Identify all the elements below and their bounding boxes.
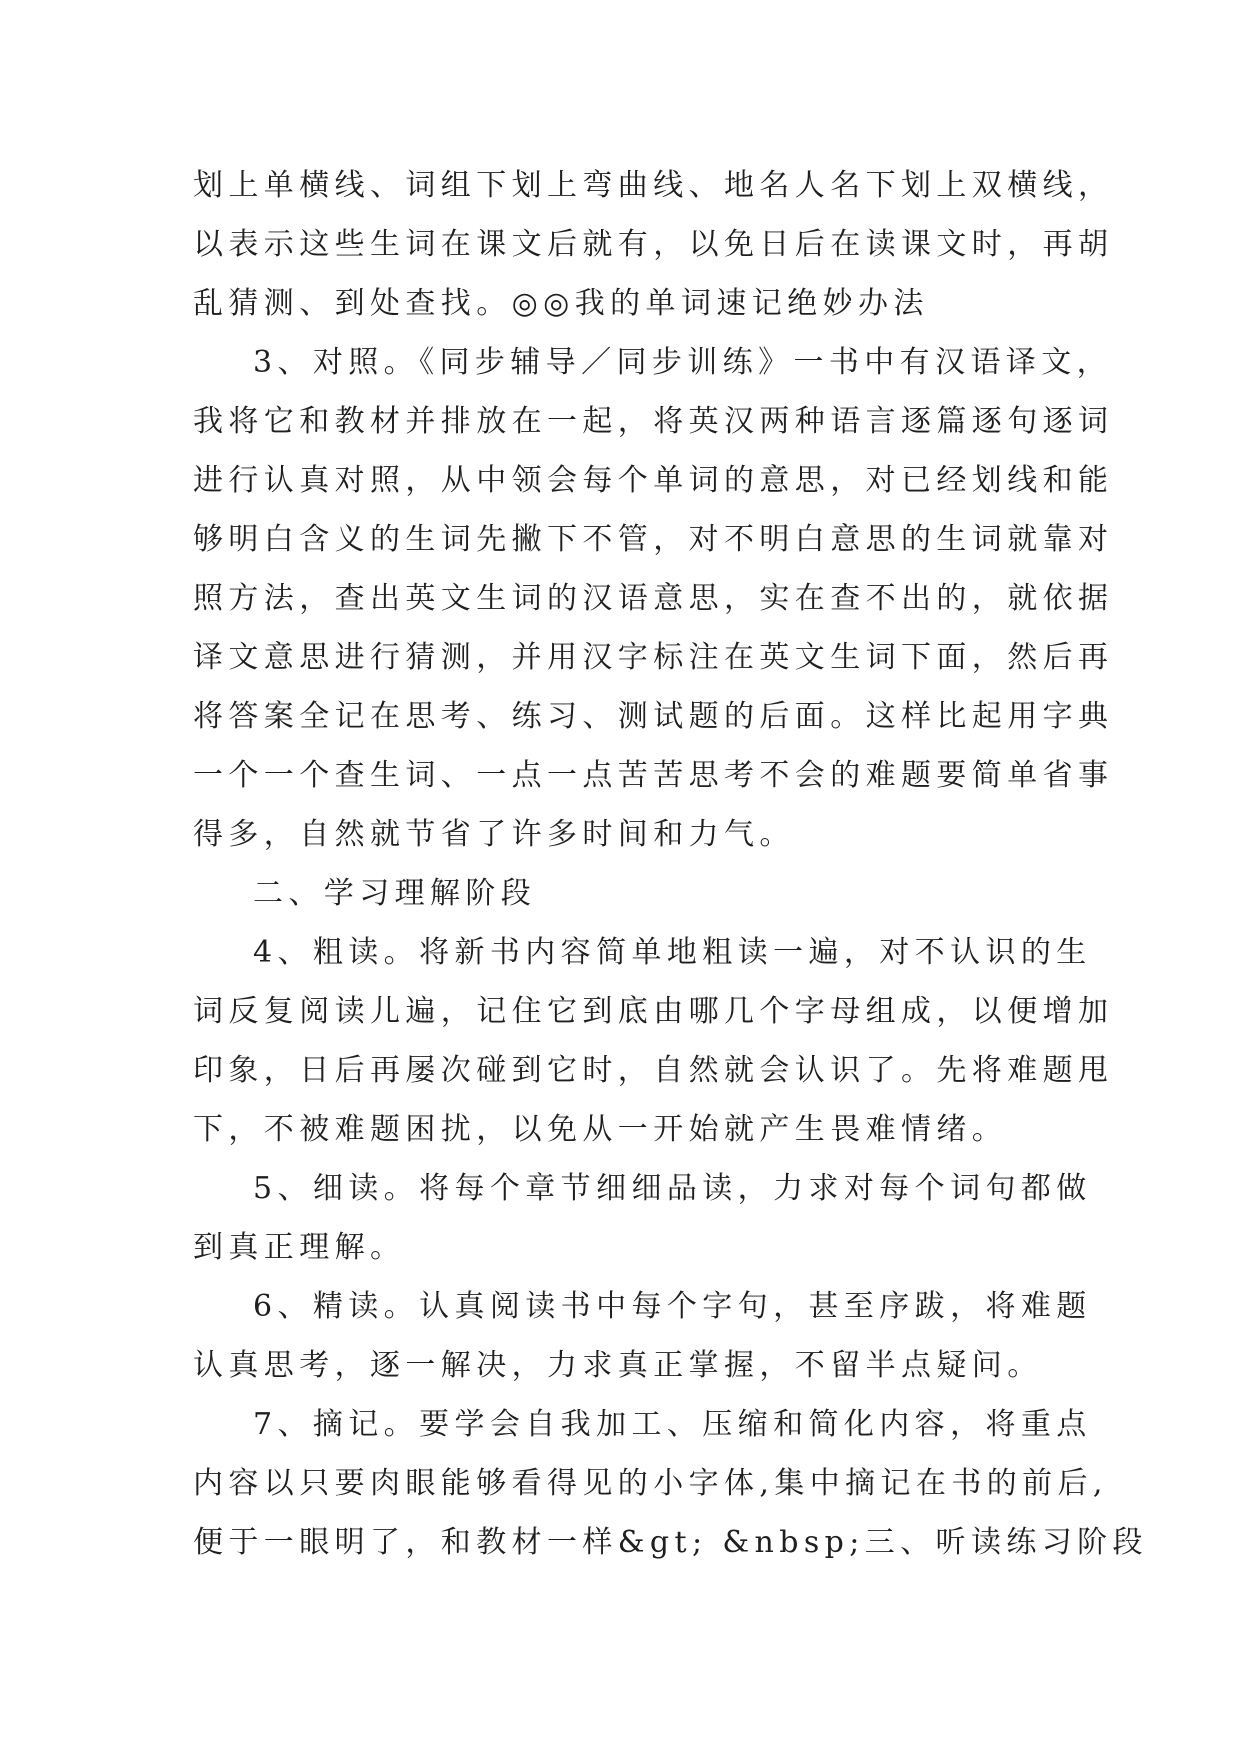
text-line: 一个一个查生词、一点一点苦苦思考不会的难题要简单省事 bbox=[193, 758, 1114, 793]
text-line: 我将它和教材并排放在一起，将英汉两种语言逐篇逐句逐词 bbox=[193, 404, 1114, 439]
paragraph-3-heading-line: 3、对照。《同步辅导／同步训练》一书中有汉语译文， bbox=[253, 345, 1113, 380]
body-text bbox=[193, 156, 1148, 1572]
text-line: 下，不被难题困扰，以免从一开始就产生畏难情绪。 bbox=[193, 1112, 1008, 1147]
text-line: 印象，日后再屡次碰到它时，自然就会认识了。先将难题甩 bbox=[193, 1053, 1114, 1088]
text-line: 译文意思进行猜测，并用汉字标注在英文生词下面，然后再 bbox=[193, 640, 1114, 675]
text-line: 将答案全记在思考、练习、测试题的后面。这样比起用字典 bbox=[193, 699, 1114, 734]
text-line: 划上单横线、词组下划上弯曲线、地名人名下划上双横线， bbox=[193, 168, 1114, 203]
text-line: 认真思考，逐一解决，力求真正掌握，不留半点疑问。 bbox=[193, 1348, 1043, 1383]
text-line: 词反复阅读儿遍，记住它到底由哪几个字母组成，以便增加 bbox=[193, 994, 1114, 1029]
text-line: 以表示这些生词在课文后就有，以免日后在读课文时，再胡 bbox=[193, 227, 1114, 262]
paragraph-5-heading-line: 5、细读。将每个章节细细品读，力求对每个词句都做 bbox=[253, 1171, 1092, 1206]
text-line: 到真正理解。 bbox=[193, 1230, 406, 1265]
text-line: 乱猜测、到处查找。◎◎我的单词速记绝妙办法 bbox=[193, 286, 929, 321]
text-line: 便于一眼明了，和教材一样&gt; &nbsp;三、听读练习阶段 bbox=[193, 1525, 1148, 1560]
text-line: 内容以只要肉眼能够看得见的小字体,集中摘记在书的前后, bbox=[193, 1466, 1108, 1501]
text-line: 够明白含义的生词先撇下不管，对不明白意思的生词就靠对 bbox=[193, 522, 1114, 557]
text-line: 得多，自然就节省了许多时间和力气。 bbox=[193, 817, 795, 852]
paragraph-7-heading-line: 7、摘记。要学会自我加工、压缩和简化内容，将重点 bbox=[253, 1407, 1092, 1442]
paragraph-4-heading-line: 4、粗读。将新书内容简单地粗读一遍，对不认识的生 bbox=[253, 935, 1092, 970]
text-line: 进行认真对照，从中领会每个单词的意思，对已经划线和能 bbox=[193, 463, 1114, 498]
section-heading: 二、学习理解阶段 bbox=[253, 876, 537, 911]
text-line: 照方法，查出英文生词的汉语意思，实在查不出的，就依据 bbox=[193, 581, 1114, 616]
paragraph-6-heading-line: 6、精读。认真阅读书中每个字句，甚至序跋，将难题 bbox=[253, 1289, 1092, 1324]
